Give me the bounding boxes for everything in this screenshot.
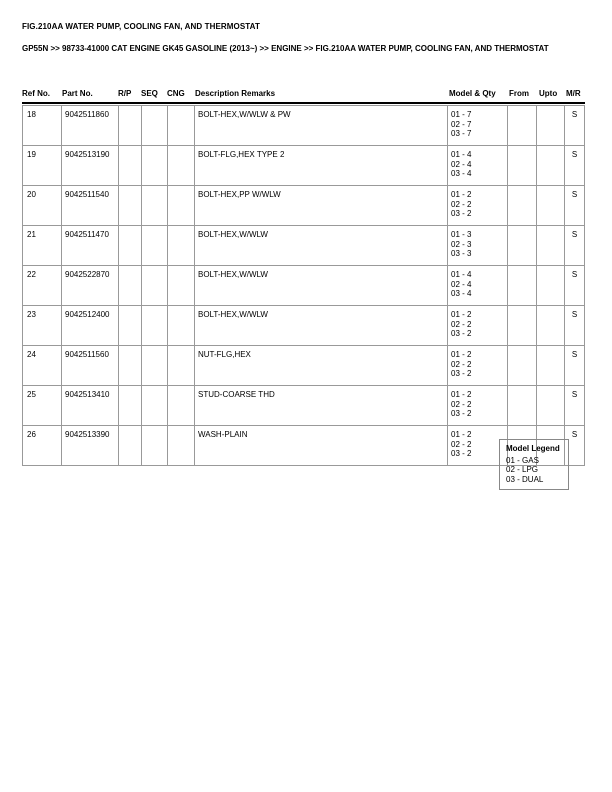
cng-cell xyxy=(168,386,195,426)
upto-cell xyxy=(537,306,565,346)
from-cell xyxy=(508,146,537,186)
mr-cell: S xyxy=(565,346,585,386)
model-qty-line: 02 - 2 xyxy=(451,199,472,209)
breadcrumb: GP55N >> 98733-41000 CAT ENGINE GK45 GASOLINE (2013~) >> ENGINE >> FIG.210AA WATER PUMP, COOLING FAN, AND THERMOSTAT xyxy=(22,44,549,53)
from-cell xyxy=(508,306,537,346)
model-legend-title: Model Legend xyxy=(506,444,560,453)
from-cell xyxy=(508,186,537,226)
mr-cell: S xyxy=(565,226,585,266)
seq-cell xyxy=(142,386,168,426)
model-qty-line: 03 - 2 xyxy=(451,369,472,379)
rp-cell xyxy=(119,186,142,226)
seq-cell xyxy=(142,266,168,306)
ref-cell: 22 xyxy=(23,266,62,306)
upto-cell xyxy=(537,146,565,186)
model-qty-line: 01 - 4 xyxy=(451,150,472,159)
ref-cell: 25 xyxy=(23,386,62,426)
model-qty-cell xyxy=(448,226,508,266)
rp-cell xyxy=(119,346,142,386)
ref-cell: 20 xyxy=(23,186,62,226)
model-qty-line: 02 - 2 xyxy=(451,319,472,329)
model-qty-line: 02 - 2 xyxy=(451,399,472,409)
part-number-cell: 9042511560 xyxy=(62,346,119,386)
description-cell: BOLT-HEX,W/WLW xyxy=(195,226,448,266)
part-number-cell: 9042512400 xyxy=(62,306,119,346)
from-cell xyxy=(508,226,537,266)
description-cell: NUT-FLG,HEX xyxy=(195,346,448,386)
model-qty-line: 01 - 2 xyxy=(451,430,472,439)
table-row xyxy=(23,186,585,226)
rp-cell xyxy=(119,226,142,266)
column-header-mr: M/R xyxy=(566,89,581,98)
model-qty-line: 03 - 4 xyxy=(451,169,472,179)
upto-cell xyxy=(537,226,565,266)
header-rule xyxy=(22,102,585,104)
upto-cell xyxy=(537,346,565,386)
ref-cell: 26 xyxy=(23,426,62,466)
description-cell: STUD-COARSE THD xyxy=(195,386,448,426)
table-row xyxy=(23,386,585,426)
column-header-from: From xyxy=(509,89,529,98)
mr-cell: S xyxy=(565,386,585,426)
model-qty-line: 03 - 2 xyxy=(451,409,472,419)
ref-cell: 24 xyxy=(23,346,62,386)
model-qty-line: 01 - 2 xyxy=(451,390,472,399)
mr-cell: S xyxy=(565,106,585,146)
table-row xyxy=(23,346,585,386)
part-number-cell: 9042513410 xyxy=(62,386,119,426)
description-cell: BOLT-HEX,W/WLW & PW xyxy=(195,106,448,146)
mr-cell: S xyxy=(565,146,585,186)
table-row xyxy=(23,226,585,266)
model-qty-line: 02 - 7 xyxy=(451,119,472,129)
cng-cell xyxy=(168,266,195,306)
rp-cell xyxy=(119,146,142,186)
from-cell xyxy=(508,346,537,386)
figure-title: FIG.210AA WATER PUMP, COOLING FAN, AND THERMOSTAT xyxy=(22,22,260,31)
upto-cell xyxy=(537,266,565,306)
from-cell xyxy=(508,266,537,306)
cng-cell xyxy=(168,226,195,266)
ref-cell: 23 xyxy=(23,306,62,346)
parts-table xyxy=(22,105,585,466)
seq-cell xyxy=(142,426,168,466)
column-header-part-no: Part No. xyxy=(62,89,93,98)
model-legend-item: 02 - LPG xyxy=(506,465,539,475)
model-qty-line: 03 - 3 xyxy=(451,249,472,259)
seq-cell xyxy=(142,306,168,346)
description-cell: BOLT-HEX,W/WLW xyxy=(195,306,448,346)
column-header-cng: CNG xyxy=(167,89,185,98)
column-header-upto: Upto xyxy=(539,89,558,98)
model-qty-line: 02 - 3 xyxy=(451,239,472,249)
cng-cell xyxy=(168,186,195,226)
model-qty-cell xyxy=(448,346,508,386)
from-cell xyxy=(508,106,537,146)
upto-cell xyxy=(537,106,565,146)
mr-cell: S xyxy=(565,186,585,226)
seq-cell xyxy=(142,146,168,186)
cng-cell xyxy=(168,306,195,346)
seq-cell xyxy=(142,226,168,266)
model-legend xyxy=(499,439,569,490)
model-qty-line: 03 - 2 xyxy=(451,449,472,459)
model-qty-cell xyxy=(448,186,508,226)
table-row xyxy=(23,266,585,306)
description-cell: BOLT-FLG,HEX TYPE 2 xyxy=(195,146,448,186)
part-number-cell: 9042511860 xyxy=(62,106,119,146)
description-cell: BOLT-HEX,W/WLW xyxy=(195,266,448,306)
model-qty-line: 02 - 4 xyxy=(451,279,472,289)
table-row xyxy=(23,146,585,186)
part-number-cell: 9042511470 xyxy=(62,226,119,266)
table-row xyxy=(23,306,585,346)
model-qty-line: 02 - 4 xyxy=(451,159,472,169)
description-cell: BOLT-HEX,PP W/WLW xyxy=(195,186,448,226)
part-number-cell: 9042513190 xyxy=(62,146,119,186)
model-qty-line: 03 - 2 xyxy=(451,209,472,219)
upto-cell xyxy=(537,386,565,426)
model-qty-line: 01 - 2 xyxy=(451,350,472,359)
from-cell xyxy=(508,386,537,426)
part-number-cell: 9042513390 xyxy=(62,426,119,466)
model-qty-line: 03 - 2 xyxy=(451,329,472,339)
model-qty-line: 01 - 2 xyxy=(451,310,472,319)
ref-cell: 18 xyxy=(23,106,62,146)
seq-cell xyxy=(142,106,168,146)
column-header-model-qty: Model & Qty xyxy=(449,89,496,98)
model-legend-item: 03 - DUAL xyxy=(506,474,544,484)
model-qty-line: 03 - 7 xyxy=(451,129,472,139)
part-number-cell: 9042522870 xyxy=(62,266,119,306)
rp-cell xyxy=(119,266,142,306)
model-qty-cell xyxy=(448,266,508,306)
part-number-cell: 9042511540 xyxy=(62,186,119,226)
ref-cell: 19 xyxy=(23,146,62,186)
description-cell: WASH-PLAIN xyxy=(195,426,448,466)
model-qty-cell xyxy=(448,386,508,426)
model-qty-cell xyxy=(448,106,508,146)
cng-cell xyxy=(168,146,195,186)
model-qty-cell xyxy=(448,146,508,186)
mr-cell: S xyxy=(565,306,585,346)
model-qty-line: 01 - 3 xyxy=(451,230,472,239)
model-qty-line: 02 - 2 xyxy=(451,439,472,449)
rp-cell xyxy=(119,306,142,346)
rp-cell xyxy=(119,386,142,426)
parts-table-body xyxy=(23,106,585,466)
column-header-rp: R/P xyxy=(118,89,132,98)
rp-cell xyxy=(119,426,142,466)
model-qty-line: 01 - 7 xyxy=(451,110,472,119)
model-qty-line: 03 - 4 xyxy=(451,289,472,299)
model-qty-line: 01 - 4 xyxy=(451,270,472,279)
ref-cell: 21 xyxy=(23,226,62,266)
rp-cell xyxy=(119,106,142,146)
column-header-description: Description Remarks xyxy=(195,89,276,98)
seq-cell xyxy=(142,186,168,226)
cng-cell xyxy=(168,426,195,466)
seq-cell xyxy=(142,346,168,386)
table-row xyxy=(23,106,585,146)
mr-cell: S xyxy=(565,426,585,466)
model-qty-line: 02 - 2 xyxy=(451,359,472,369)
model-legend-item: 01 - GAS xyxy=(506,455,539,465)
cng-cell xyxy=(168,106,195,146)
cng-cell xyxy=(168,346,195,386)
upto-cell xyxy=(537,186,565,226)
model-qty-cell xyxy=(448,306,508,346)
model-qty-line: 01 - 2 xyxy=(451,190,472,199)
mr-cell: S xyxy=(565,266,585,306)
column-header-ref-no: Ref No. xyxy=(22,89,50,98)
column-header-seq: SEQ xyxy=(141,89,158,98)
